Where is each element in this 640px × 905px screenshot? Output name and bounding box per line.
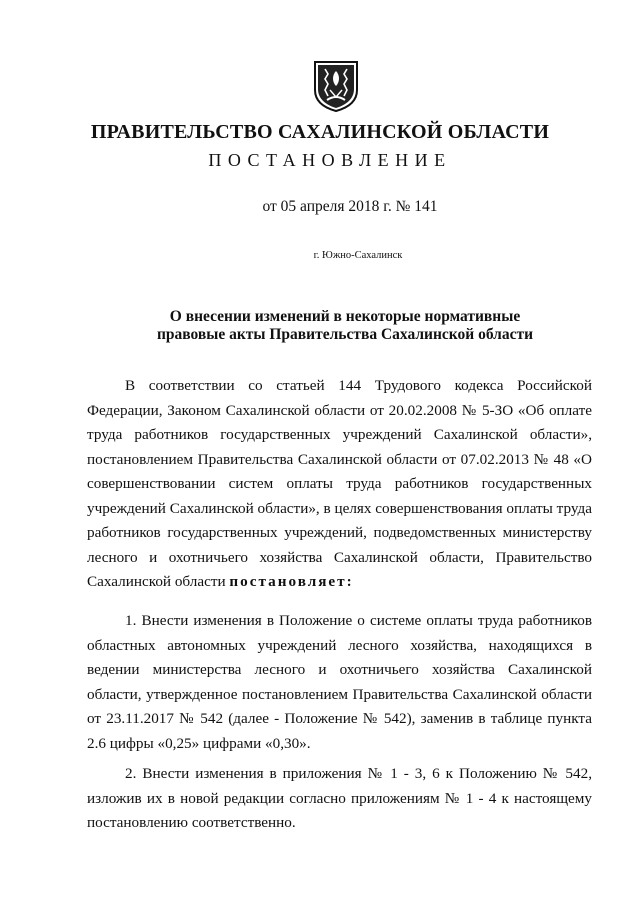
document-date-number: от 05 апреля 2018 г. № 141 (262, 198, 438, 215)
paragraph-item-1 (87, 609, 592, 756)
paragraph-item-2 (87, 762, 592, 836)
government-title: ПРАВИТЕЛЬСТВО САХАЛИНСКОЙ ОБЛАСТИ (90, 121, 550, 143)
item-1-text: 1. Внести изменения в Положение о системе оплаты труда работников областных автономных учреждений лесного хозяйства, находящихся в ведении министерства лесного и охотничьего хозяйства Сахалинской области, утвержденное постановлением Правительства Сахалинской области от 23.11.2017 № 542 (далее - Положение № 542), заменив в таблице пункта 2.6 цифры «0,25» цифрами «0,30». (87, 612, 592, 752)
document-city: г. Южно-Сахалинск (313, 250, 403, 261)
decree-word: постановляет: (229, 573, 354, 590)
document-type: ПОСТАНОВЛЕНИЕ (208, 150, 452, 170)
document-subject (150, 308, 540, 344)
intro-paragraph (87, 374, 592, 595)
subject-line-1: О внесении изменений в некоторые нормативные (169, 308, 521, 325)
subject-line-2: правовые акты Правительства Сахалинской области (156, 326, 534, 343)
item-2-text: 2. Внести изменения в приложения № 1 - 3, 6 к Положению № 542, изложив их в новой редакции согласно приложениям № 1 - 4 к настоящему постановлению соответственно. (87, 765, 592, 831)
coat-of-arms-icon (313, 60, 359, 112)
intro-text: В соответствии со статьей 144 Трудового кодекса Российской Федерации, Законом Сахалинской области от 20.02.2008 № 5-ЗО «Об оплате труда работников государственных учреждений Сахалинской области», постановлением Правительства Сахалинской области от 07.02.2013 № 48 «О совершенствовании систем оплаты труда работников государственных учреждений Сахалинской области», в целях совершенствования оплаты труда работников государственных учреждений, подведомственных министерству лесного и охотничьего хозяйства Сахалинской области, Правительство Сахалинской области (87, 377, 593, 590)
